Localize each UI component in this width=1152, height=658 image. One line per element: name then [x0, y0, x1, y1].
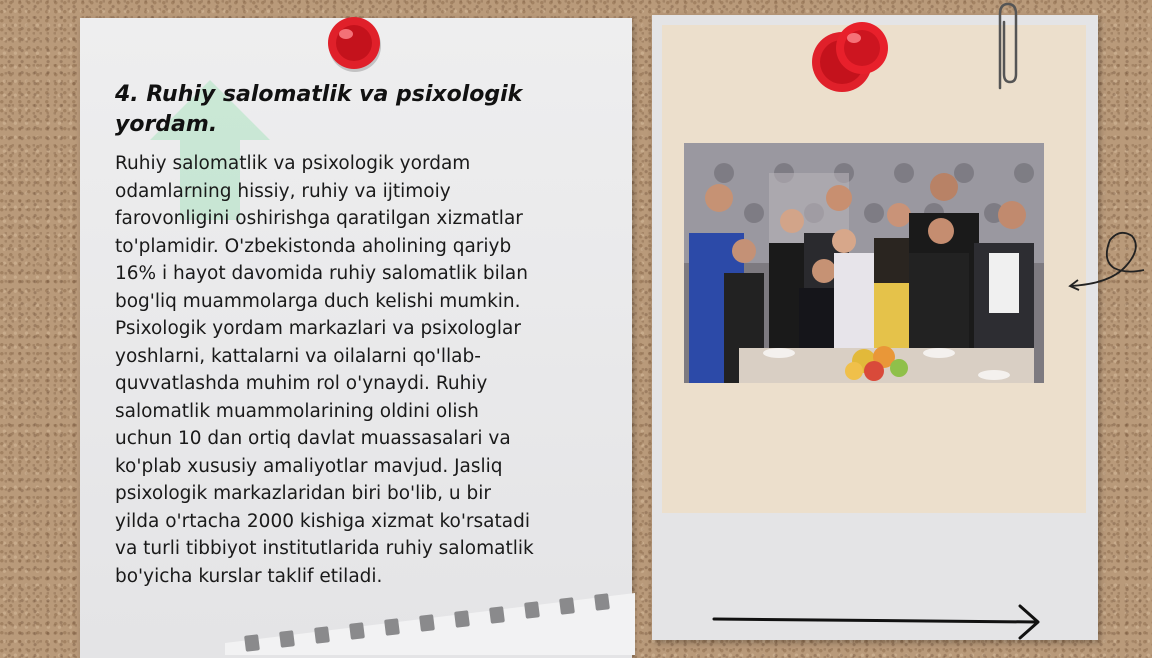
body-paragraph: Ruhiy salomatlik va psixologik yordam odamlarning hissiy, ruhiy va ijtimoiy farovonligini oshirishga qaratilgan xizmatlar to'plamidir. O'zbekistonda aholining qariyb 16% i hayot davomida ruhiy salomatlik bilan bog'liq muammolarga duch kelishi mumkin. Psixologik yordam markazlari va psixologlar yoshlarni, kattalarni va oilalarni qo'llab- quvvatlashda muhim rol o'ynaydi. Ruhiy salomatlik muammolarining oldini olish uchun 10 dan ortiq davlat muassasalari va ko'plab xususiy amaliyotlar mavjud. Jasliq psixologik markazlaridan biri bo'lib, u bir yilda o'rtacha 2000 kishiga xizmat ko'rsatadi va turli tibbiyot institutlarida ruhiy salomatlik bo'yicha kurslar taklif etiladi. — [115, 153, 534, 587]
red-pushpin-icon — [326, 14, 386, 74]
right-arrow-icon[interactable] — [712, 602, 1052, 642]
curly-arrow-icon — [1066, 226, 1146, 296]
section-heading: 4. Ruhiy salomatlik va psixologik yordam. — [115, 82, 523, 137]
red-pushpin-icon — [806, 20, 892, 98]
family-photo — [684, 143, 1044, 383]
paperclip-icon — [990, 0, 1024, 92]
spiral-binding — [225, 585, 635, 655]
